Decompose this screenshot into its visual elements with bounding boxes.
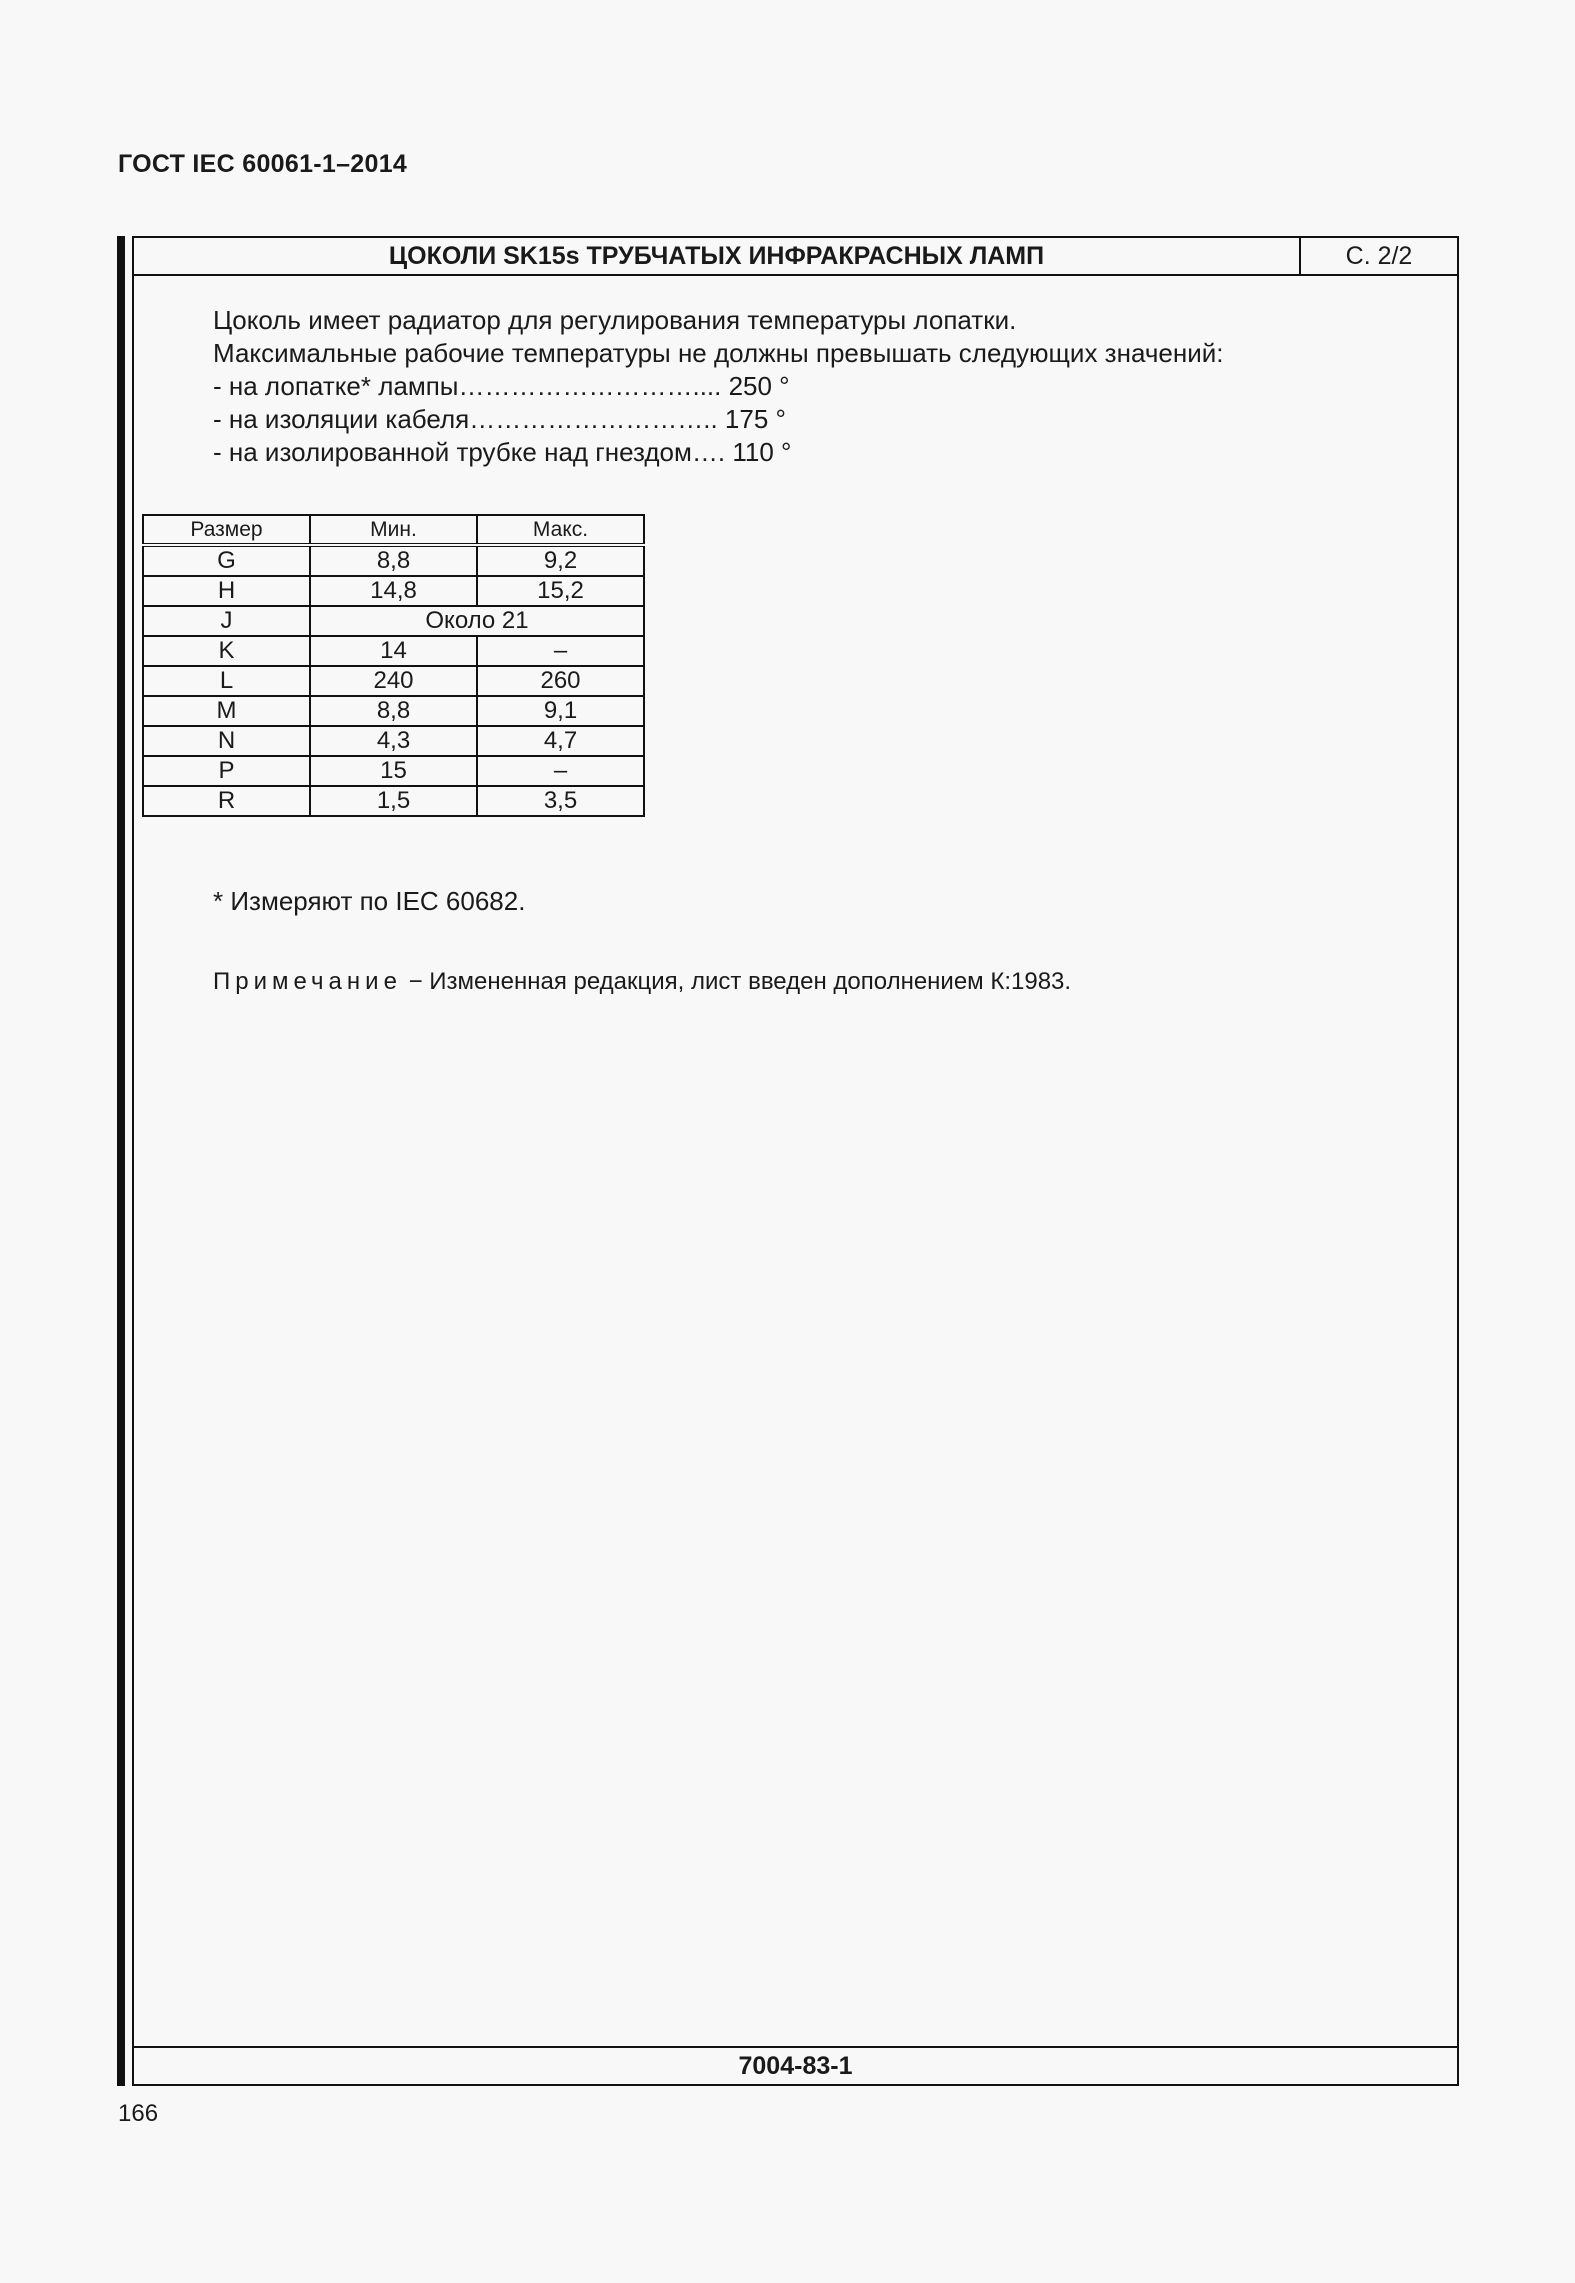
table-cell: 260 <box>477 666 644 696</box>
table-row <box>143 756 644 786</box>
change-bar <box>117 236 125 2086</box>
table-cell: 14,8 <box>310 576 477 606</box>
temperature-cable: - на изоляции кабеля……………………….. 175 ° <box>213 404 786 434</box>
page-number: 166 <box>118 2100 159 2127</box>
standard-header: ГОСТ IEC 60061-1–2014 <box>118 150 408 178</box>
table-cell: – <box>477 636 644 666</box>
intro-line: Цоколь имеет радиатор для регулирования температуры лопатки. <box>213 305 1017 335</box>
sheet-title: ЦОКОЛИ SK15s ТРУБЧАТЫХ ИНФРАКРАСНЫХ ЛАМП <box>388 242 1045 270</box>
sheet-frame <box>132 236 1459 2086</box>
footnote: * Измеряют по IEC 60682. <box>213 886 526 916</box>
table-cell: 240 <box>310 666 477 696</box>
table-cell: 9,2 <box>477 545 644 576</box>
table-row <box>143 545 644 576</box>
table-cell: 9,1 <box>477 696 644 726</box>
table-cell: – <box>477 756 644 786</box>
table-cell: 4,3 <box>310 726 477 756</box>
table-row <box>143 576 644 606</box>
column-header: Мин. <box>310 515 477 545</box>
sheet-page-indicator: С. 2/2 <box>1299 238 1457 274</box>
table-row <box>143 786 644 816</box>
note <box>213 968 1071 996</box>
table-cell: 15,2 <box>477 576 644 606</box>
intro-line: Максимальные рабочие температуры не должны превышать следующих значений: <box>213 338 1224 368</box>
sheet-code: 7004-83-1 <box>134 2046 1457 2084</box>
temperature-blade: - на лопатке* лампы……………………….... 250 ° <box>213 371 790 401</box>
table-header-row <box>143 515 644 545</box>
table-row <box>143 636 644 666</box>
table-cell: K <box>143 636 310 666</box>
table-cell-merged: Около 21 <box>310 606 644 636</box>
table-cell: 1,5 <box>310 786 477 816</box>
column-header: Размер <box>143 515 310 545</box>
table-cell: H <box>143 576 310 606</box>
table-cell: 15 <box>310 756 477 786</box>
table-cell: 8,8 <box>310 696 477 726</box>
table-cell: J <box>143 606 310 636</box>
dimensions-table <box>142 514 645 817</box>
note-text: − Измененная редакция, лист введен дополнением К:1983. <box>401 968 1072 995</box>
temperature-sleeve: - на изолированной трубке над гнездом…. 110 ° <box>213 437 792 467</box>
sheet-title-row <box>134 238 1457 276</box>
table-row <box>143 696 644 726</box>
table-cell: N <box>143 726 310 756</box>
table-cell: 14 <box>310 636 477 666</box>
intro-text <box>213 304 1223 469</box>
table-cell: L <box>143 666 310 696</box>
table-row <box>143 726 644 756</box>
table-cell: G <box>143 545 310 576</box>
table-cell: P <box>143 756 310 786</box>
table-row <box>143 606 644 636</box>
table-cell: 8,8 <box>310 545 477 576</box>
table-cell: R <box>143 786 310 816</box>
table-cell: 3,5 <box>477 786 644 816</box>
table-row <box>143 666 644 696</box>
column-header: Макс. <box>477 515 644 545</box>
note-label: Примечание <box>213 968 402 995</box>
table-cell: 4,7 <box>477 726 644 756</box>
table-cell: M <box>143 696 310 726</box>
